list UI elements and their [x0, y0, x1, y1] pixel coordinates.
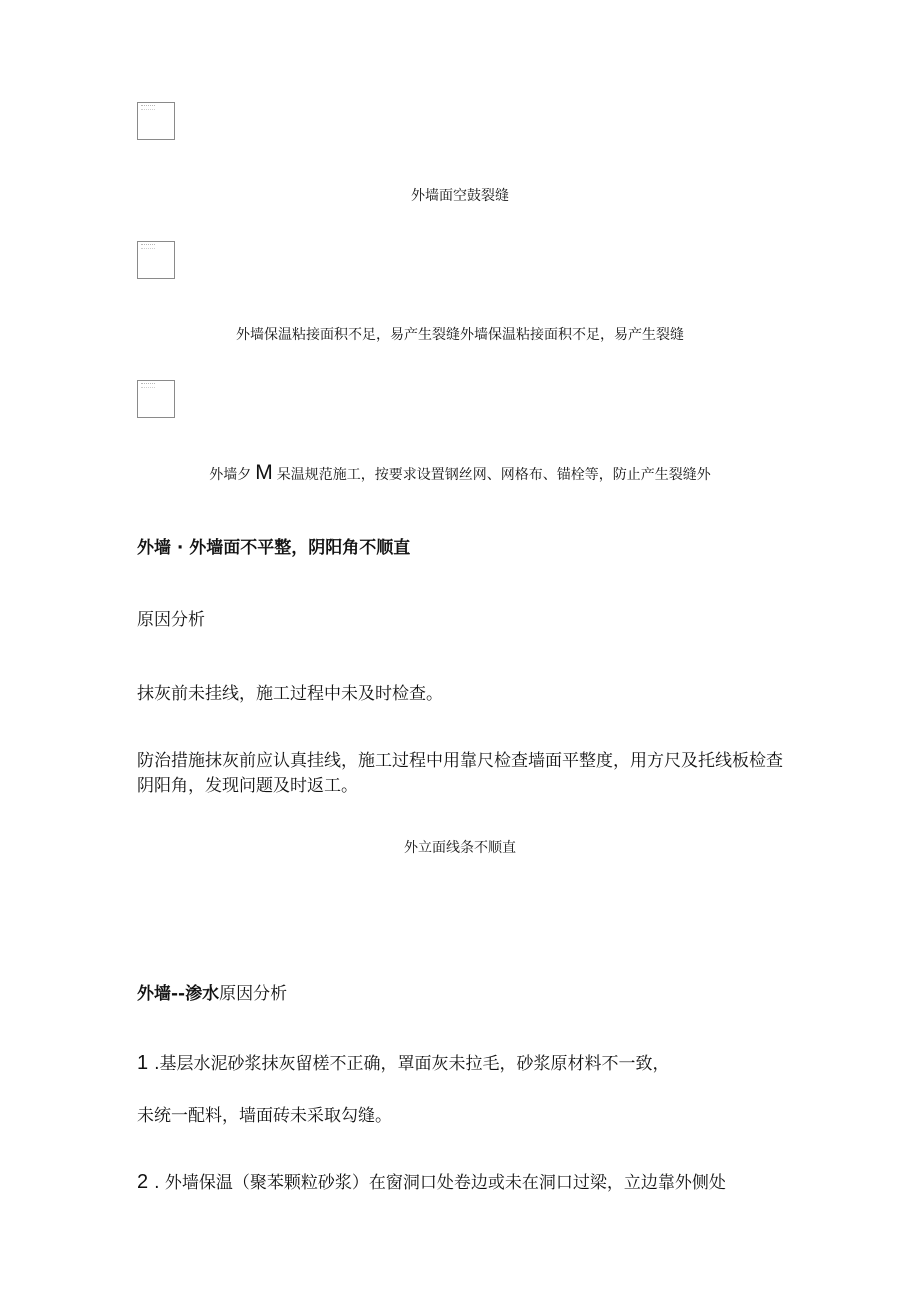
cause-title: 原因分析 — [137, 610, 205, 630]
image-thumbnail-mark — [141, 244, 155, 249]
heading-normal: 原因分析 — [219, 984, 288, 1004]
list-number: 1 — [137, 1052, 149, 1074]
caption-text: 呆温规范施工，按要求设置钢丝网、网格布、锚栓等，防止产生裂缝外 — [276, 467, 711, 483]
image-thumbnail-mark — [141, 105, 155, 110]
figure-image-placeholder — [137, 102, 175, 140]
list-number: 2 — [137, 1171, 149, 1193]
caption-text: 外墙夕 — [209, 467, 252, 483]
figure-caption: 外墙面空鼓裂缝 — [411, 188, 509, 204]
caption-big-letter: M — [255, 461, 273, 484]
section-heading: 外墙 · 外墙面不平整，阴阳角不顺直 — [137, 538, 411, 558]
list-item-continuation: 未统一配料，墙面砖未采取勾缝。 — [137, 1106, 392, 1126]
image-thumbnail-mark — [141, 383, 155, 388]
cause-text: 抹灰前未挂线，施工过程中未及时检查。 — [137, 684, 443, 704]
list-text: .基层水泥砂浆抹灰留槎不正确，罩面灰未拉毛，砂浆原材料不一致， — [154, 1054, 670, 1074]
figure-caption — [0, 461, 920, 485]
prevention-text: 防治措施抹灰前应认真挂线，施工过程中用靠尺检查墙面平整度，用方尺及托线板检查阴阳角，发现问题及时返工。 — [137, 751, 783, 796]
list-text: . 外墙保温（聚苯颗粒砂浆）在窗洞口处卷边或未在洞口过梁，立边靠外侧处 — [154, 1173, 726, 1193]
section-heading — [137, 979, 287, 1004]
heading-bold: 外墙--渗水 — [137, 984, 220, 1004]
list-item — [137, 1049, 670, 1075]
figure-image-placeholder — [137, 241, 175, 279]
list-item — [137, 1168, 726, 1194]
figure-image-placeholder — [137, 380, 175, 418]
figure-caption: 外立面线条不顺直 — [404, 840, 516, 856]
figure-caption: 外墙保温粘接面积不足，易产生裂缝外墙保温粘接面积不足，易产生裂缝 — [236, 327, 684, 343]
